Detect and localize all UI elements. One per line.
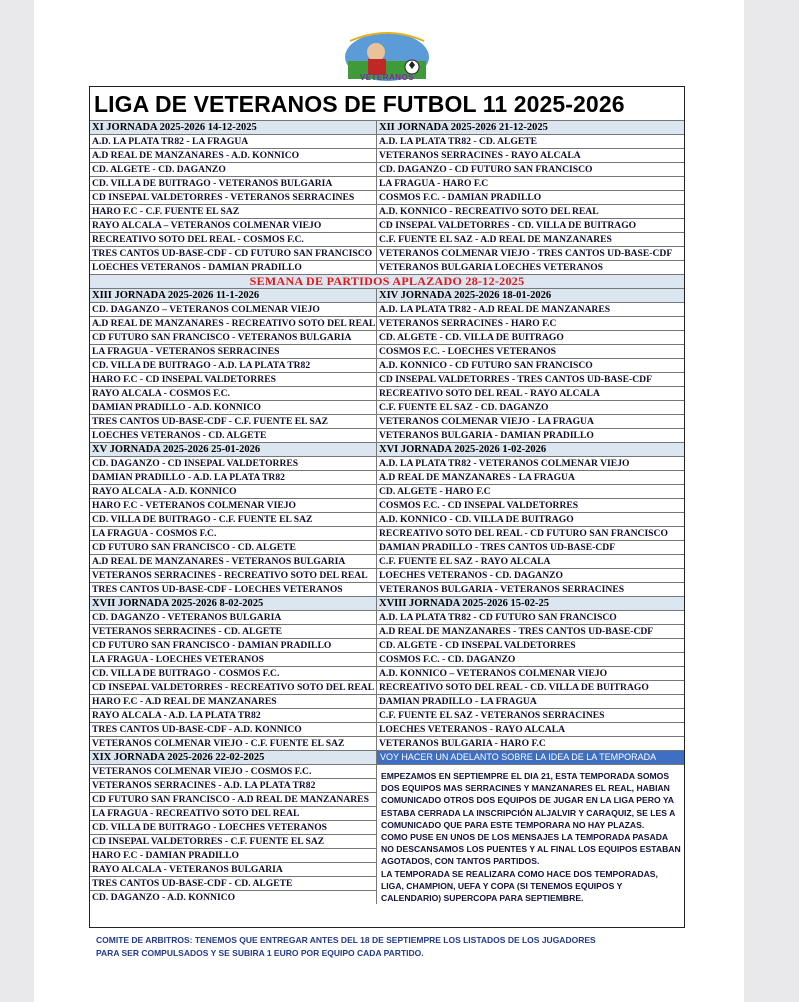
match-cell: CD FUTURO SAN FRANCISCO - A.D REAL DE MANZANARES (90, 792, 377, 806)
match-cell: COSMOS F.C. - LOECHES VETERANOS (377, 344, 684, 358)
table-row (90, 302, 684, 316)
table-row (90, 512, 684, 526)
match-cell: VETERANOS BULGARIA - HARO F.C (377, 736, 684, 750)
table-row (90, 148, 684, 162)
match-cell: HARO F.C - CD INSEPAL VALDETORRES (90, 372, 377, 386)
match-cell: CD. DAGANZO - CD INSEPAL VALDETORRES (90, 456, 377, 470)
match-cell: TRES CANTOS UD-BASE-CDF - C.F. FUENTE EL SAZ (90, 414, 377, 428)
table-row (90, 624, 684, 638)
table-row (90, 386, 684, 400)
table-row (90, 204, 684, 218)
table-row (90, 638, 684, 652)
table-row (90, 596, 684, 610)
match-cell: A.D. LA PLATA TR82 - CD. ALGETE (377, 134, 684, 148)
note-line: COMUNICADO QUE PARA ESTE TEMPORARA NO HAY PLAZAS. (381, 819, 645, 830)
match-cell: A.D. LA PLATA TR82 - A.D REAL DE MANZANARES (377, 302, 684, 316)
match-cell: CD. DAGANZO - A.D. KONNICO (90, 890, 377, 904)
match-cell: C.F. FUENTE EL SAZ - A.D REAL DE MANZANARES (377, 232, 684, 246)
table-row (90, 694, 684, 708)
table-row (90, 232, 684, 246)
match-cell: A.D. KONNICO - RECREATIVO SOTO DEL REAL (377, 204, 684, 218)
table-row (90, 260, 684, 274)
table-row (90, 330, 684, 344)
note-line: EMPEZAMOS EN SEPTIEMPRE EL DIA 21, ESTA TEMPORADA SOMOS (381, 771, 670, 781)
footer-note (96, 934, 696, 959)
match-cell: VETERANOS SERRACINES - CD. ALGETE (90, 624, 377, 638)
jornada-header: XVI JORNADA 2025-2026 1-02-2026 (377, 442, 684, 456)
match-cell: TRES CANTOS UD-BASE-CDF - A.D. KONNICO (90, 722, 377, 736)
match-cell: CD INSEPAL VALDETORRES - C.F. FUENTE EL SAZ (90, 834, 377, 848)
note-line: COMUNICADO OTROS DOS EQUIPOS DE JUGAR EN LA LIGA PERO YA (381, 795, 675, 806)
match-cell: CD. DAGANZO – VETERANOS COLMENAR VIEJO (90, 302, 377, 316)
match-cell: VETERANOS BULGARIA - DAMIAN PRADILLO (377, 428, 684, 442)
match-cell: VETERANOS COLMENAR VIEJO - C.F. FUENTE EL SAZ (90, 736, 377, 750)
match-cell: A.D. KONNICO – VETERANOS COLMENAR VIEJO (377, 666, 684, 680)
match-cell: VETERANOS COLMENAR VIEJO - COSMOS F.C. (90, 764, 377, 778)
match-cell: VETERANOS COLMENAR VIEJO - LA FRAGUA (377, 414, 684, 428)
match-cell: VETERANOS BULGARIA - VETERANOS SERRACINES (377, 582, 684, 596)
match-cell: DAMIAN PRADILLO - A.D. LA PLATA TR82 (90, 470, 377, 484)
match-cell: VETERANOS SERRACINES - RECREATIVO SOTO DEL REAL (90, 568, 377, 582)
table-row (90, 120, 684, 134)
table-row (90, 554, 684, 568)
jornada-header: XV JORNADA 2025-2026 25-01-2026 (90, 442, 377, 456)
jornada-header: XIV JORNADA 2025-2026 18-01-2026 (377, 288, 684, 302)
match-cell: TRES CANTOS UD-BASE-CDF - LOECHES VETERANOS (90, 582, 377, 596)
match-cell: A.D. KONNICO - CD FUTURO SAN FRANCISCO (377, 358, 684, 372)
table-row (90, 358, 684, 372)
fixtures-sheet (89, 86, 685, 928)
match-cell: DAMIAN PRADILLO - TRES CANTOS UD-BASE-CDF (377, 540, 684, 554)
match-cell: VETERANOS COLMENAR VIEJO - TRES CANTOS UD-BASE-CDF (377, 246, 684, 260)
note-line: CALENDARIO) SUPERCOPA PARA SEPTIEMBRE. (381, 893, 584, 904)
match-cell: CD. VILLA DE BUITRAGO - A.D. LA PLATA TR82 (90, 358, 377, 372)
match-cell: CD. ALGETE - CD. VILLA DE BUITRAGO (377, 330, 684, 344)
match-cell: RECREATIVO SOTO DEL REAL - CD FUTURO SAN FRANCISCO (377, 526, 684, 540)
match-cell: CD FUTURO SAN FRANCISCO - VETERANOS BULGARIA (90, 330, 377, 344)
match-cell: LOECHES VETERANOS - RAYO ALCALA (377, 722, 684, 736)
table-row (90, 344, 684, 358)
footer-line: COMITE DE ARBITROS: TENEMOS QUE ENTREGAR ANTES DEL 18 DE SEPTIEMPRE LOS LISTADOS DE LOS JUGADORES (96, 935, 596, 945)
match-cell: CD. VILLA DE BUITRAGO - LOECHES VETERANOS (90, 820, 377, 834)
match-cell: CD. DAGANZO - CD FUTURO SAN FRANCISCO (377, 162, 684, 176)
match-cell: CD FUTURO SAN FRANCISCO - CD. ALGETE (90, 540, 377, 554)
match-cell: VETERANOS SERRACINES - HARO F.C (377, 316, 684, 330)
table-row (90, 736, 684, 750)
match-cell: COSMOS F.C. - DAMIAN PRADILLO (377, 190, 684, 204)
match-cell: RECREATIVO SOTO DEL REAL - RAYO ALCALA (377, 386, 684, 400)
match-cell: CD INSEPAL VALDETORRES - VETERANOS SERRACINES (90, 190, 377, 204)
jornada-header: XIII JORNADA 2025-2026 11-1-2026 (90, 288, 377, 302)
match-cell: RAYO ALCALA – VETERANOS COLMENAR VIEJO (90, 218, 377, 232)
match-cell: CD. ALGETE - CD. DAGANZO (90, 162, 377, 176)
table-row (90, 218, 684, 232)
season-note (377, 764, 684, 904)
match-cell: C.F. FUENTE EL SAZ - CD. DAGANZO (377, 400, 684, 414)
table-row (90, 442, 684, 456)
note-line: NO DESCANSAMOS LOS PUENTES Y AL FINAL LOS EQUIPOS ESTABAN (381, 844, 681, 855)
note-line: AGOTADOS, CON TANTOS PARTIDOS. (381, 856, 540, 867)
match-cell: CD INSEPAL VALDETORRES - TRES CANTOS UD-BASE-CDF (377, 372, 684, 386)
table-row (90, 176, 684, 190)
match-cell: LA FRAGUA - VETERANOS SERRACINES (90, 344, 377, 358)
table-row (90, 400, 684, 414)
table-row (90, 428, 684, 442)
match-cell: VETERANOS SERRACINES - RAYO ALCALA (377, 148, 684, 162)
footer-line: PARA SER COMPULSADOS Y SE SUBIRA 1 EURO POR EQUIPO CADA PARTIDO. (96, 947, 424, 958)
postponed-banner: SEMANA DE PARTIDOS APLAZADO 28-12-2025 (90, 274, 684, 288)
match-cell: DAMIAN PRADILLO - LA FRAGUA (377, 694, 684, 708)
match-cell: CD. DAGANZO - VETERANOS BULGARIA (90, 610, 377, 624)
table-row (90, 708, 684, 722)
match-cell: LA FRAGUA - HARO F.C (377, 176, 684, 190)
table-row (90, 484, 684, 498)
page-title: LIGA DE VETERANOS DE FUTBOL 11 2025-2026 (94, 91, 625, 117)
note-line: LIGA, CHAMPION, UEFA Y COPA (SI TENEMOS EQUIPOS Y (381, 880, 623, 891)
table-row (90, 414, 684, 428)
table-row (90, 722, 684, 736)
table-row (90, 456, 684, 470)
match-cell: CD. ALGETE - CD INSEPAL VALDETORRES (377, 638, 684, 652)
match-cell: A.D REAL DE MANZANARES - A.D. KONNICO (90, 148, 377, 162)
note-line: COMO PUSE EN UNOS DE LOS MENSAJES LA TEMPORADA PASADA (381, 832, 669, 843)
note-line: LA TEMPORADA SE REALIZARA COMO HACE DOS TEMPORADAS, (381, 868, 658, 879)
match-cell: C.F. FUENTE EL SAZ - RAYO ALCALA (377, 554, 684, 568)
match-cell: CD. VILLA DE BUITRAGO - COSMOS F.C. (90, 666, 377, 680)
match-cell: LA FRAGUA - LOECHES VETERANOS (90, 652, 377, 666)
match-cell: HARO F.C - C.F. FUENTE EL SAZ (90, 204, 377, 218)
jornada-header: XII JORNADA 2025-2026 21-12-2025 (377, 120, 684, 134)
table-row (90, 162, 684, 176)
match-cell: CD INSEPAL VALDETORRES - RECREATIVO SOTO DEL REAL (90, 680, 377, 694)
match-cell: LOECHES VETERANOS - CD. ALGETE (90, 428, 377, 442)
match-cell: RECREATIVO SOTO DEL REAL - CD. VILLA DE BUITRAGO (377, 680, 684, 694)
match-cell: A.D. LA PLATA TR82 - VETERANOS COLMENAR VIEJO (377, 456, 684, 470)
table-row (90, 190, 684, 204)
match-cell: LOECHES VETERANOS - CD. DAGANZO (377, 568, 684, 582)
match-cell: A.D REAL DE MANZANARES - RECREATIVO SOTO DEL REAL (92, 318, 376, 329)
match-cell: RAYO ALCALA - COSMOS F.C. (90, 386, 377, 400)
match-cell: C.F. FUENTE EL SAZ - VETERANOS SERRACINES (377, 708, 684, 722)
table-row (90, 568, 684, 582)
note-line: ESTABA CERRADA LA INSCRIPCIÓN ALJALVIR Y CARAQUIZ, SE LES A (381, 807, 676, 818)
table-row (90, 470, 684, 484)
jornada-header: XVIII JORNADA 2025-2026 15-02-25 (377, 596, 684, 610)
match-cell: TRES CANTOS UD-BASE-CDF - CD FUTURO SAN FRANCISCO (90, 246, 377, 260)
match-cell: TRES CANTOS UD-BASE-CDF - CD. ALGETE (90, 876, 377, 890)
table-row (90, 498, 684, 512)
match-cell: A.D REAL DE MANZANARES - VETERANOS BULGARIA (90, 554, 377, 568)
jornada-header: XI JORNADA 2025-2026 14-12-2025 (90, 120, 377, 134)
match-cell: RAYO ALCALA - A.D. LA PLATA TR82 (90, 708, 377, 722)
match-cell: COSMOS F.C. - CD. DAGANZO (377, 652, 684, 666)
table-row (90, 610, 684, 624)
match-cell: HARO F.C - A.D REAL DE MANZANARES (90, 694, 377, 708)
note-line: DOS EQUIPOS MAS SERRACINES Y MANZANARES EL REAL, HABIAN (381, 783, 670, 794)
table-row (90, 316, 684, 330)
match-cell: COSMOS F.C. - CD INSEPAL VALDETORRES (377, 498, 684, 512)
jornada-header: XVII JORNADA 2025-2026 8-02-2025 (90, 596, 377, 610)
match-cell: RAYO ALCALA - A.D. KONNICO (90, 484, 377, 498)
match-cell: CD. VILLA DE BUITRAGO - VETERANOS BULGARIA (90, 176, 377, 190)
table-row (90, 582, 684, 596)
table-row (90, 540, 684, 554)
match-cell: LA FRAGUA - RECREATIVO SOTO DEL REAL (90, 806, 377, 820)
table-row (90, 526, 684, 540)
logo-label: VETERANOS (359, 73, 415, 82)
match-cell: VETERANOS SERRACINES - A.D. LA PLATA TR82 (90, 778, 377, 792)
table-row (90, 288, 684, 302)
match-cell: CD FUTURO SAN FRANCISCO - DAMIAN PRADILLO (90, 638, 377, 652)
match-cell: CD. VILLA DE BUITRAGO - C.F. FUENTE EL SAZ (90, 512, 377, 526)
match-cell: CD. ALGETE - HARO F.C (377, 484, 684, 498)
table-row (90, 750, 684, 764)
match-cell: LOECHES VETERANOS - DAMIAN PRADILLO (90, 260, 377, 274)
table-row (90, 246, 684, 260)
match-cell: DAMIAN PRADILLO - A.D. KONNICO (90, 400, 377, 414)
match-cell: VETERANOS BULGARIA LOECHES VETERANOS (377, 260, 684, 274)
match-cell: RAYO ALCALA - VETERANOS BULGARIA (90, 862, 377, 876)
match-cell: A.D REAL DE MANZANARES - TRES CANTOS UD-BASE-CDF (377, 624, 684, 638)
table-row (90, 134, 684, 148)
table-row (90, 652, 684, 666)
match-cell: A.D. KONNICO - CD. VILLA DE BUITRAGO (377, 512, 684, 526)
match-cell: HARO F.C - VETERANOS COLMENAR VIEJO (90, 498, 377, 512)
match-cell: A.D. LA PLATA TR82 - CD FUTURO SAN FRANCISCO (377, 610, 684, 624)
match-cell: LA FRAGUA - COSMOS F.C. (90, 526, 377, 540)
match-cell: A.D REAL DE MANZANARES - LA FRAGUA (377, 470, 684, 484)
match-cell: A.D. LA PLATA TR82 - LA FRAGUA (90, 134, 377, 148)
match-cell: HARO F.C - DAMIAN PRADILLO (90, 848, 377, 862)
table-row (90, 372, 684, 386)
table-row (90, 680, 684, 694)
note-header: VOY HACER UN ADELANTO SOBRE LA IDEA DE LA TEMPORADA (377, 750, 684, 764)
match-cell: RECREATIVO SOTO DEL REAL - COSMOS F.C. (90, 232, 377, 246)
table-row (90, 666, 684, 680)
match-cell: CD INSEPAL VALDETORRES - CD. VILLA DE BUITRAGO (377, 218, 684, 232)
jornada-header: XIX JORNADA 2025-2026 22-02-2025 (90, 750, 377, 764)
